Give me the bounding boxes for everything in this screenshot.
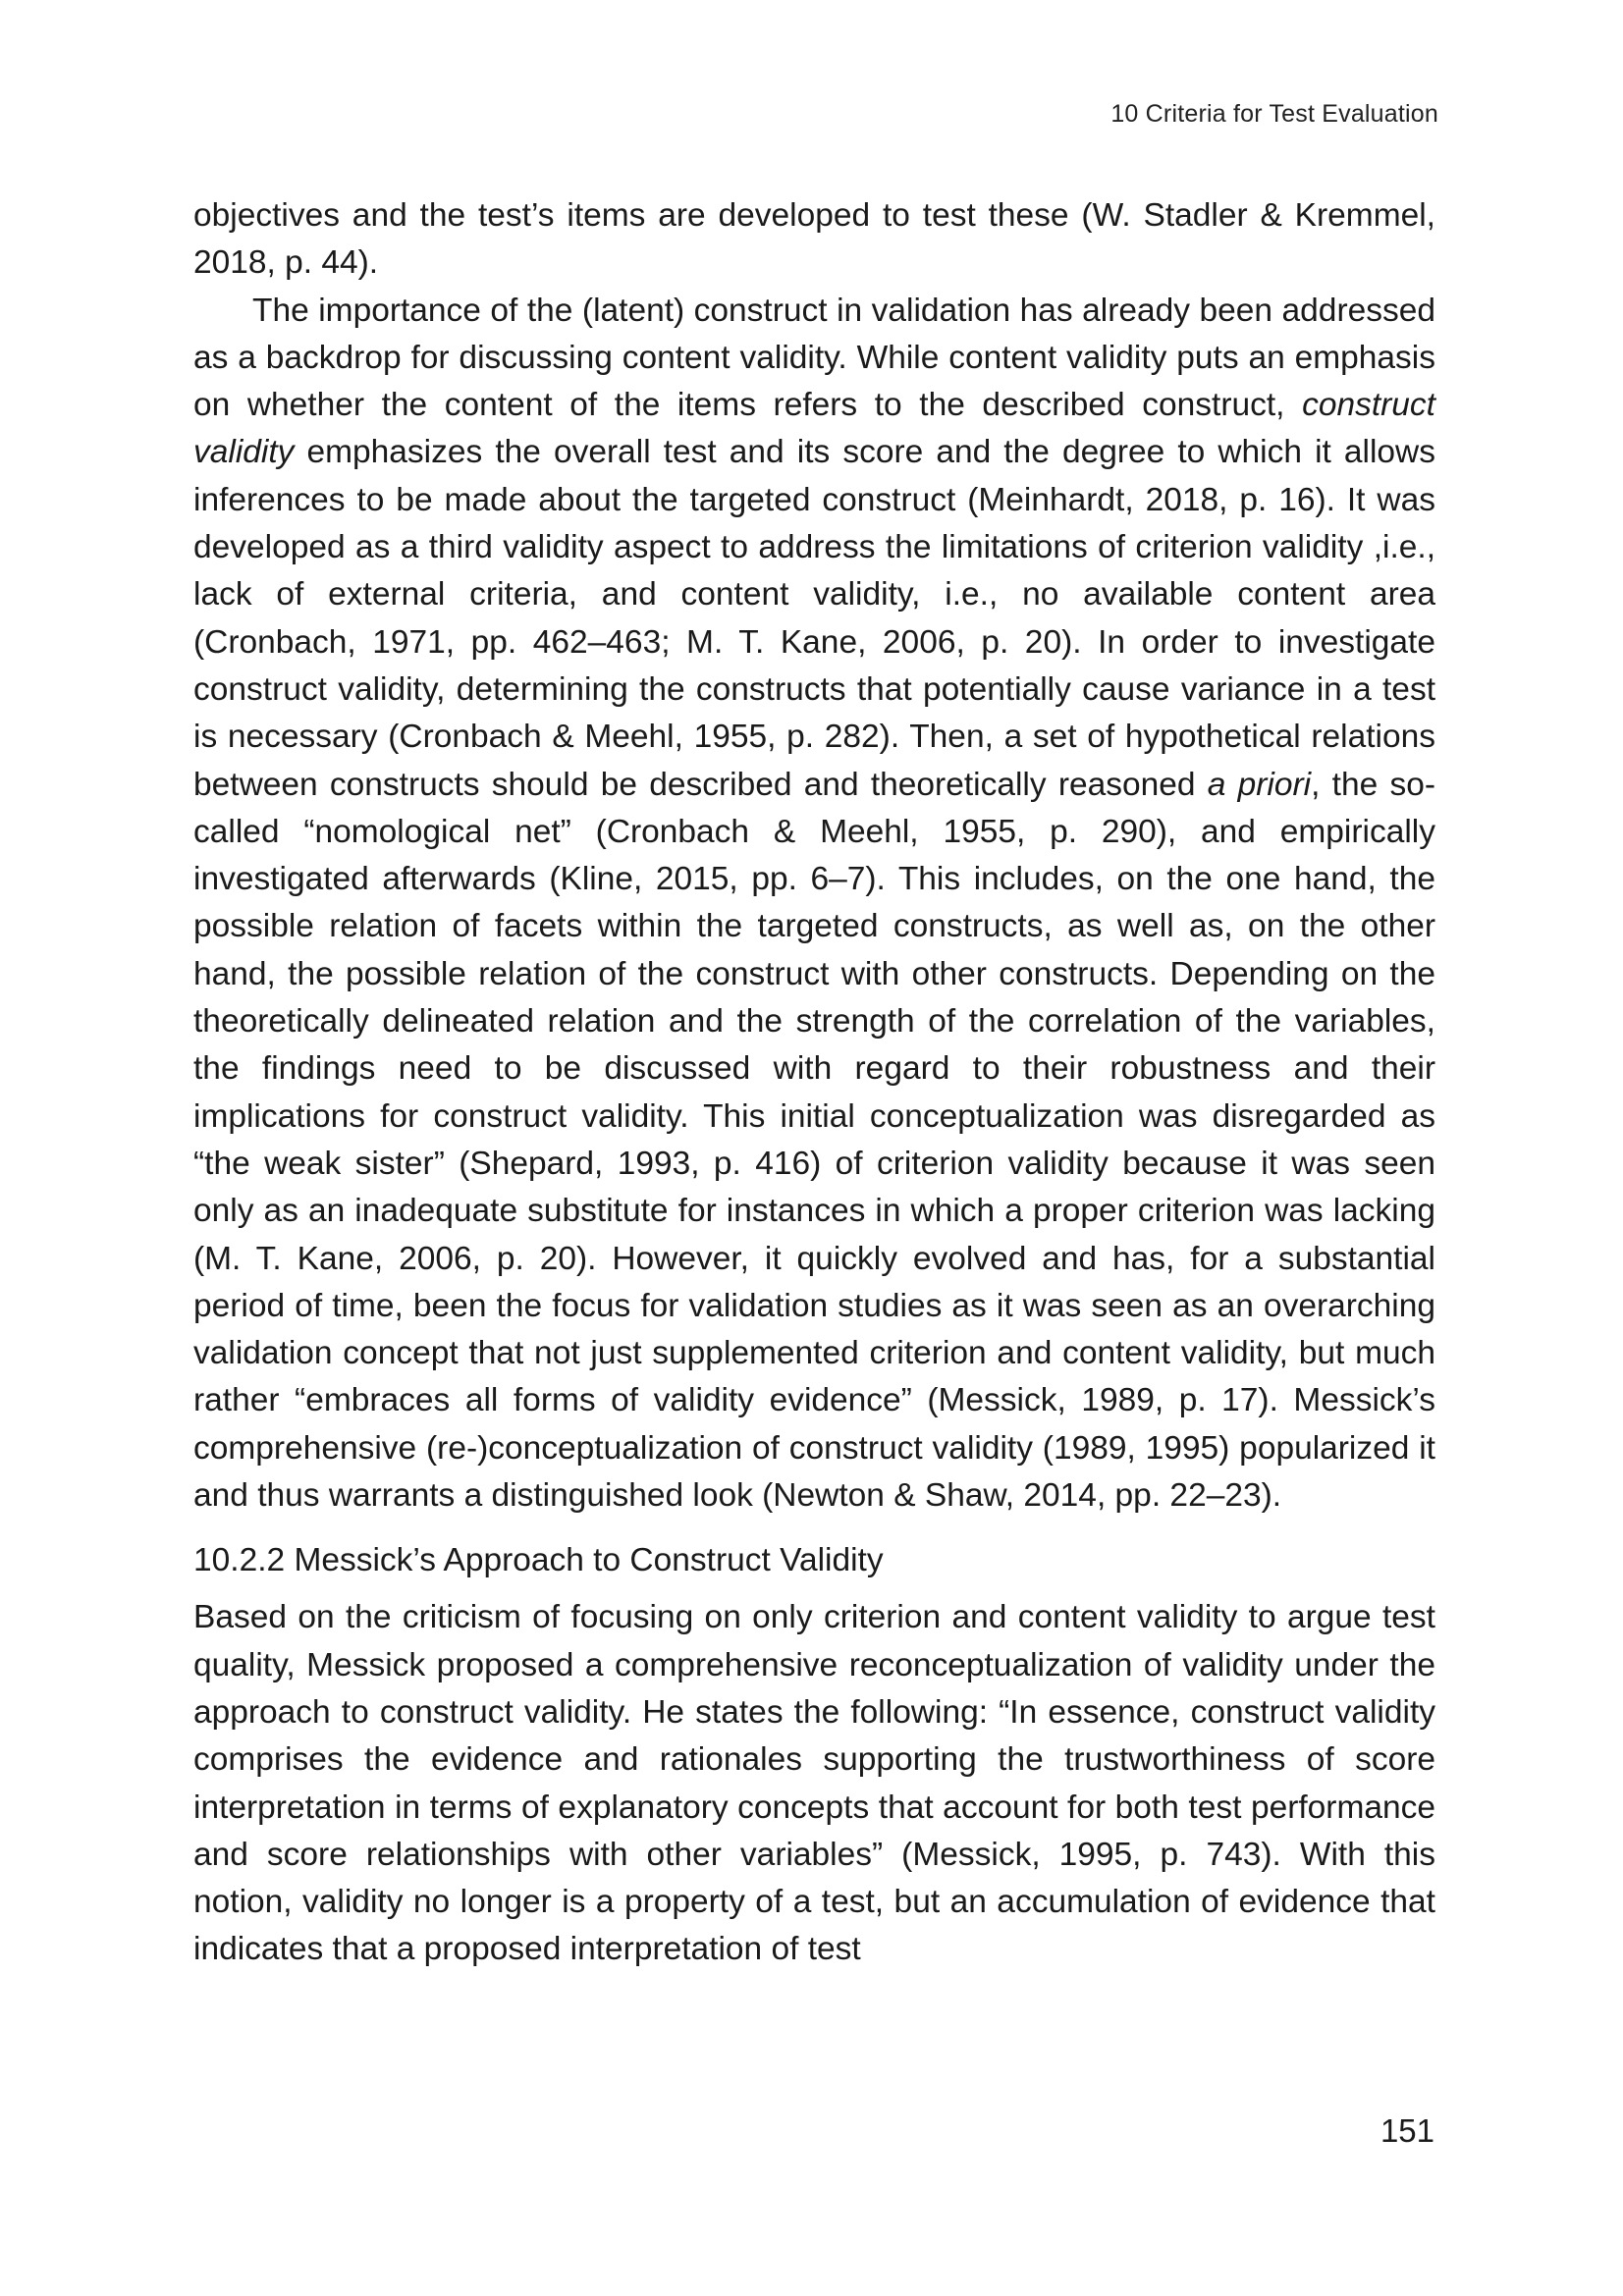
page-number: 151 [1380,2112,1434,2149]
paragraph-text-part3: , the so-called “nomological net” (Cronbach & Meehl, 1955, p. 290), and empirically investigated afterwards (Kline, 2015, pp. 6–7). This includes, on the one hand, the possible relation of facets within the targeted constructs, as well as, on the other hand, the possible relation of the construct with other constructs. Depending on the theoretically delineated relation and the strength of the correlation of the variables, the findings need to be discussed with regard to their robustness and their implications for construct validity. This initial conceptualization was disregarded as “the weak sister” (Shepard, 1993, p. 416) of criterion validity because it was seen only as an inadequate substitute for instances in which a proper criterion was lacking (M. T. Kane, 2006, p. 20). However, it quickly evolved and has, for a substantial period of time, been the focus for validation studies as it was seen as an overarching validation concept that not just supplemented criterion and content validity, but much rather “embraces all forms of validity evidence” (Messick, 1989, p. 17). Messick’s comprehensive (re-)conceptualization of construct validity (1989, 1995) popularized it and thus warrants a distinguished look (Newton & Shaw, 2014, pp. 22–23). [193,766,1435,1515]
paragraph-messick: Based on the criticism of focusing on only criterion and content validity to argue test quality, Messick proposed a comprehensive reconceptualization of validity under the approach to construct validity. He states the following: “In essence, construct validity comprises the evidence and rationales supporting the trustworthiness of score interpretation in terms of explanatory concepts that account for both test performance and score relationships with other variables” (Messick, 1995, p. 743). With this notion, validity no longer is a property of a test, but an accumulation of evidence that indicates that a proposed interpretation of test [193,1599,1435,1968]
page-body [193,192,1435,1974]
paragraph-construct-validity [193,288,1435,1521]
running-header: 10 Criteria for Test Evaluation [1110,100,1438,128]
italic-term-construct-validity: construct validity [193,387,1435,471]
section-heading: 10.2.2 Messick’s Approach to Construct Validity [193,1542,884,1579]
italic-term-a-priori: a priori [1207,766,1312,803]
paragraph-text-part1: The importance of the (latent) construct in validation has already been addressed as a backdrop for discussing content validity. While content validity puts an emphasis on whether the content of the items refers to the described construct, [193,292,1435,424]
paragraph-text-part2: emphasizes the overall test and its score and the degree to which it allows inferences to be made about the targeted construct (Meinhardt, 2018, p. 16). It was developed as a third validity aspect to address the limitations of criterion validity ,i.e., lack of external criteria, and content validity, i.e., no available content area (Cronbach, 1971, pp. 462–463; M. T. Kane, 2006, p. 20). In order to investigate construct validity, determining the constructs that potentially cause variance in a test is necessary (Cronbach & Meehl, 1955, p. 282). Then, a set of hypothetical relations between constructs should be described and theoretically reasoned [193,434,1435,803]
paragraph-continuation: objectives and the test’s items are developed to test these (W. Stadler & Kremmel, 2018, p. 44). [193,197,1435,282]
